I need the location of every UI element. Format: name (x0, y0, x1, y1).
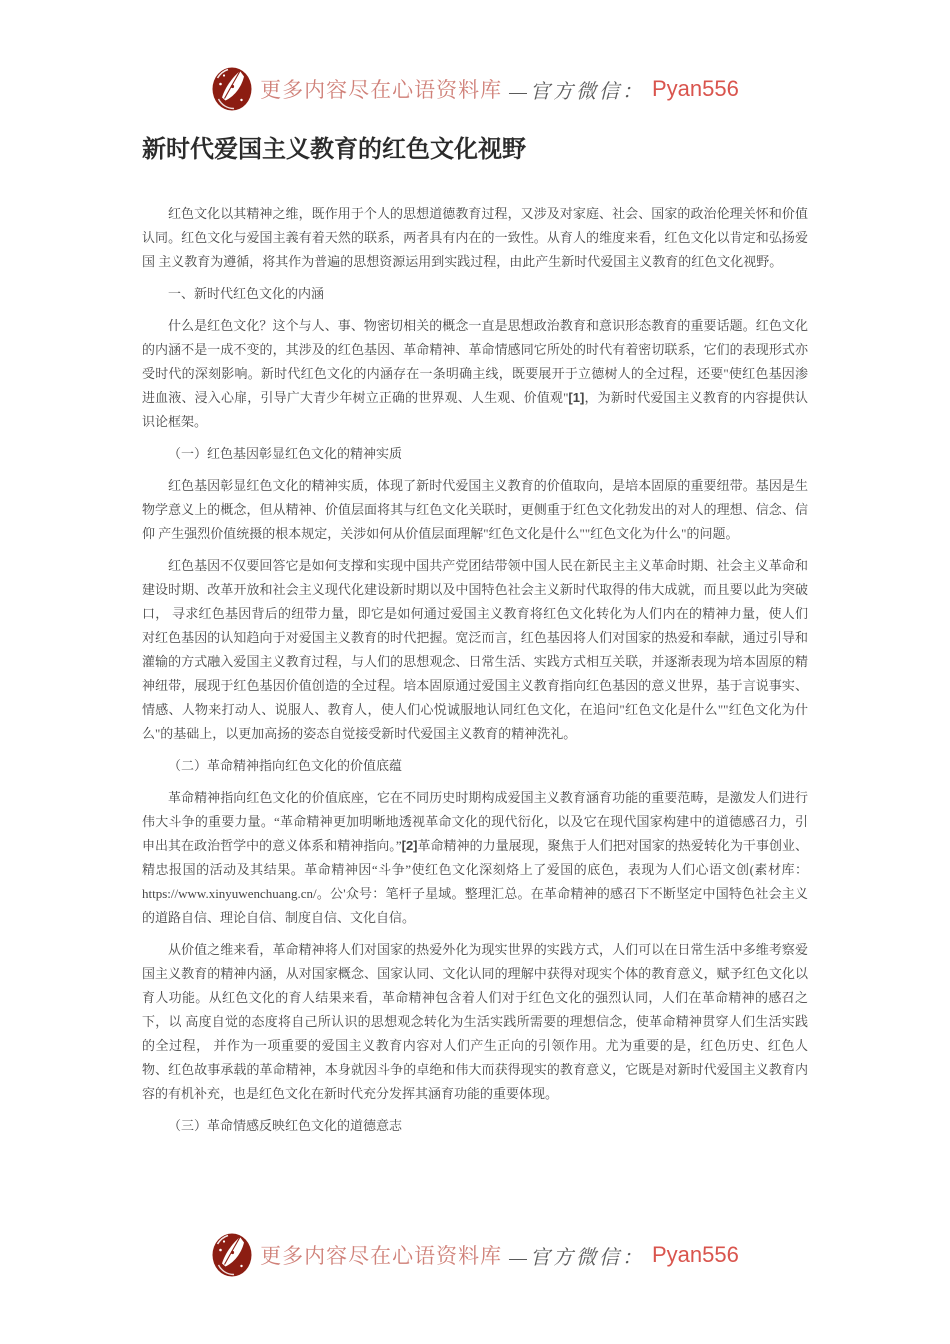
article-title: 新时代爱国主义教育的红色文化视野 (142, 136, 526, 163)
paragraph: 红色文化以其精神之维，既作用于个人的思想道德教育过程，又涉及对家庭、社会、国家的政治伦理关怀和价值认同。红色文化与爱国主義有着天然的联系，两者具有内在的一致性。从育人的维度来看，红色文化以肯定和弘扬爱国 主义教育为遵循，将其作为普遍的思想资源运用到实践过程，由此产生新时代爱国主义教育的红色文化视野。 (142, 206, 808, 269)
paragraph: 红色基因彰显红色文化的精神实质，体现了新时代爱国主义教育的价值取向，是培本固原的重要纽带。基因是生物学意义上的概念，但从精神、价值层面将其与红色文化关联时，更侧重于红色文化勃发出的对人的理想、信念、信仰 产生强烈价值统摄的根本规定，关涉如何从价值层面理解"红色文化是什么""红色文化为什么"的问题。 (142, 478, 808, 541)
watermark-site-text: 更多内容尽在心语资料库 (260, 1244, 503, 1268)
pen-nib-logo-icon (211, 66, 253, 112)
citation-marker: [2] (401, 838, 418, 853)
watermark-wechat-account: Pyan556 (651, 76, 739, 101)
watermark-footer (0, 1232, 950, 1278)
section-heading: （一）红色基因彰显红色文化的精神实质 (168, 446, 403, 461)
watermark-site-text: 更多内容尽在心语资料库 (260, 78, 503, 102)
paragraph: 从价值之维来看，革命精神将人们对国家的热爱外化为现实世界的实践方式，人们可以在日常生活中多维考察爱国主义教育的精神内涵，从对国家概念、国家认同、文化认同的理解中获得对现实个体的教育意义，赋予红色文化以育人功能。从红色文化的育人结果来看，革命精神包含着人们对于红色文化的强烈认同，人们在革命精神的感召之下，以 高度自觉的态度将自己所认识的思想观念转化为生活实践所需要的理想信念，使革命精神贯穿人们生活实践的全过程， 并作为一项重要的爱国主义教育内容对人们产生正向的引领作用。尤为重要的是，红色历史、红色人物、红色故事承载的革命精神，本身就因斗争的卓绝和伟大而获得现实的教育意义，它既是对新时代爱国主义教育内容的有机补充，也是红色文化在新时代充分发挥其涵育功能的重要体现。 (142, 942, 808, 1101)
watermark-wechat-label: —官方微信： (509, 1246, 645, 1269)
section-heading: 一、新时代红色文化的内涵 (168, 286, 325, 301)
paragraph: 什么是红色文化？这个与人、事、物密切相关的概念一直是思想政治教育和意识形态教育的重要话题。红色文化的内涵不是一成不变的，其涉及的红色基因、革命精神、革命情感同它所处的时代有着密切联系，它们的表现形式亦受时代的深刻影响。新时代红色文化的内涵存在一条明确主线，既要展开于立德树人的全过程，还要"使红色基因渗进血液、浸入心扉，引导广大青少年树立正确的世界观、人生观、价值观"[1]，为新时代爱国主义教育的内容提供认识论框架。 (142, 318, 808, 429)
section-heading: （二）革命精神指向红色文化的价值底蕴 (168, 758, 403, 773)
citation-marker: [1] (568, 390, 585, 405)
pen-nib-logo-icon (211, 1232, 253, 1278)
watermark-wechat-label: —官方微信： (509, 80, 645, 103)
section-heading: （三）革命情感反映红色文化的道德意志 (168, 1118, 403, 1133)
article-body (142, 202, 808, 1138)
watermark-header (0, 0, 950, 112)
paragraph: 红色基因不仅要回答它是如何支撑和实现中国共产党团结带领中国人民在新民主主义革命时期、社会主义革命和建设时期、改革开放和社会主义现代化建设新时期以及中国特色社会主义新时代取得的伟大成就，而且要以此为突破口， 寻求红色基因背后的纽带力量，即它是如何通过爱国主义教育将红色文化转化为人们内在的精神力量，使人们对红色基因的认知趋向于对爱国主义教育的时代把握。宽泛而言，红色基因将人们对国家的热爱和奉献，通过引导和灌输的方式融入爱国主义教育过程，与人们的思想观念、日常生活、实践方式相互关联，并逐渐表现为培本固原的精神纽带，展现于红色基因价值创造的全过程。培本固原通过爱国主义教育指向红色基因的意义世界，基于言说事实、情感、人物来打动人、说服人、教育人，使人们心悦诚服地认同红色文化，在追问"红色文化是什么""红色文化为什么"的基础上，以更加高扬的姿态自觉接受新时代爱国主义教育的精神洗礼。 (142, 558, 808, 741)
watermark-wechat-account: Pyan556 (651, 1242, 739, 1267)
paragraph: 革命精神指向红色文化的价值底座，它在不同历史时期构成爱国主义教育涵育功能的重要范畴，是激发人们进行伟大斗争的重要力量。“革命精神更加明晰地透视革命文化的现代衍化，以及它在现代国家构建中的道德感召力，引申出其在政治哲学中的意义体系和精神指向。”[2]革命精神的力量展现，聚焦于人们把对国家的热爱转化为干事创业、精忠报国的活动及其结果。革命精神因“斗争”使红色文化深刻烙上了爱国的底色，表现为人们心语文创(素材库：https://www.xinyuwenchuang.cn/。公'众号：笔杆子星域。整理汇总。在革命精神的感召下不断坚定中国特色社会主义的道路自信、理论自信、制度自信、文化自信。 (142, 790, 808, 925)
